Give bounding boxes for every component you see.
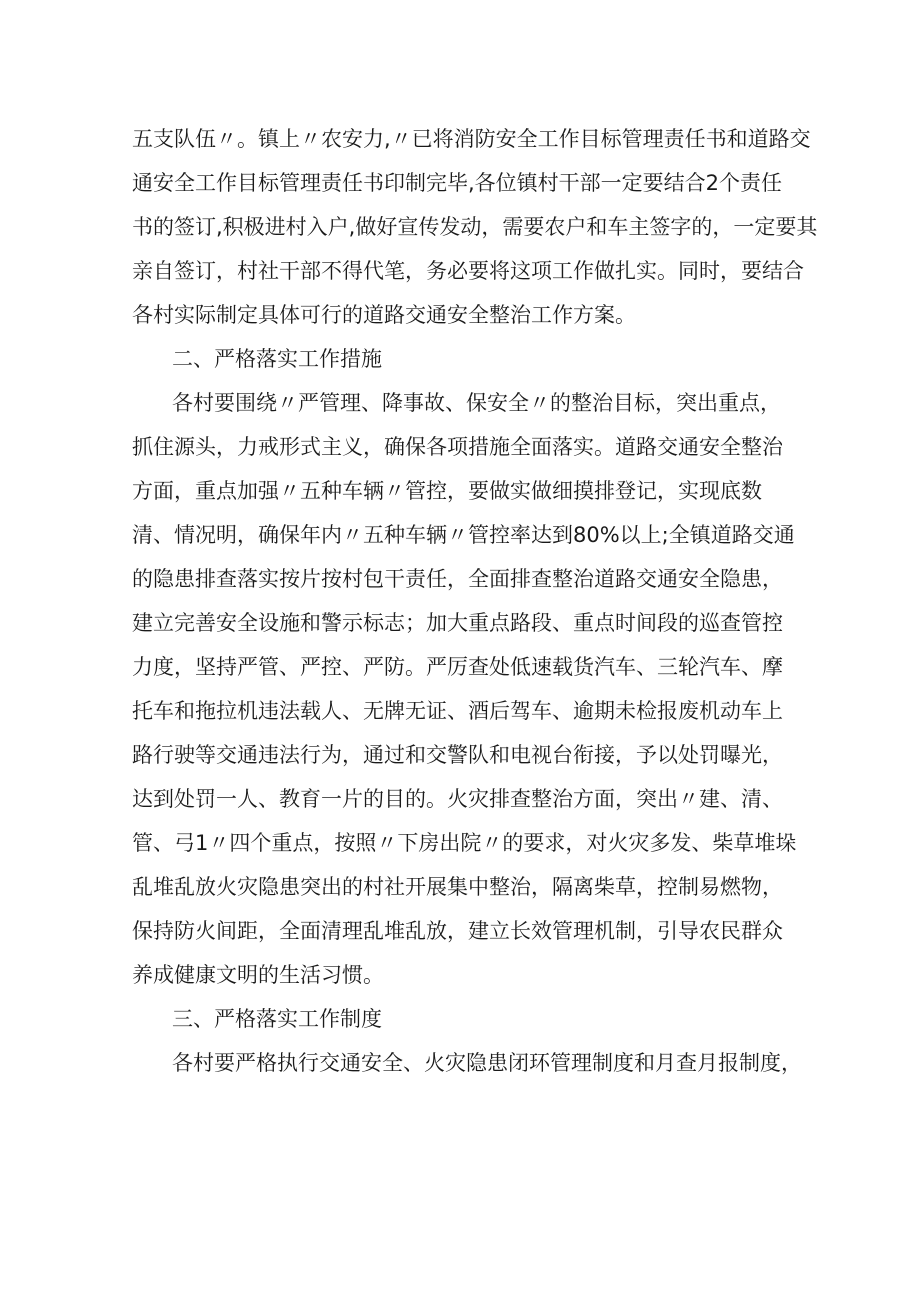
text-line: 达到处罚一人、教育一片的目的。火灾排查整治方面，突出〃建、清、	[132, 787, 783, 811]
document-body	[132, 117, 818, 1085]
text-line: 各村实际制定具体可行的道路交通安全整治工作方案。	[132, 303, 636, 327]
section-heading-system: 三、严格落实工作制度	[172, 1007, 382, 1031]
text-line: 养成健康文明的生活习惯。	[132, 963, 384, 987]
text-line: 乱堆乱放火灾隐患突出的村社开展集中整治，隔离柴草，控制易燃物，	[132, 875, 783, 899]
text-line: 抓住源头，力戒形式主义，确保各项措施全面落实。道路交通安全整治	[132, 435, 783, 459]
text-line: 保持防火间距，全面清理乱堆乱放，建立长效管理机制，引导农民群众	[132, 919, 783, 943]
text-line: 通安全工作目标管理责任书印制完毕,各位镇村干部一定要结合2个责任	[132, 171, 783, 195]
text-line: 管、弓1〃四个重点，按照〃下房出院〃的要求，对火灾多发、柴草堆垛	[132, 831, 797, 855]
text-line: 亲自签订，村社干部不得代笔，务必要将这项工作做扎实。同时，要结合	[132, 259, 804, 283]
text-line: 清、情况明，确保年内〃五种车辆〃管控率达到80%以上;全镇道路交通	[132, 523, 795, 547]
text-line: 书的签订,积极进村入户,做好宣传发动，需要农户和车主签字的，一定要其	[132, 215, 818, 239]
text-line: 路行驶等交通违法行为，通过和交警队和电视台衔接，予以处罚曝光，	[132, 743, 783, 767]
text-line: 建立完善安全设施和警示标志；加大重点路段、重点时间段的巡查管控	[132, 611, 783, 635]
text-line: 力度，坚持严管、严控、严防。严厉查处低速载货汽车、三轮汽车、摩	[132, 655, 783, 679]
text-line: 的隐患排查落实按片按村包干责任，全面排查整治道路交通安全隐患，	[132, 567, 783, 591]
text-line: 托车和拖拉机违法载人、无牌无证、酒后驾车、逾期未检报废机动车上	[132, 699, 783, 723]
paragraph-first-line: 各村要严格执行交通安全、火灾隐患闭环管理制度和月查月报制度，	[172, 1051, 802, 1075]
text-line: 方面，重点加强〃五种车辆〃管控，要做实做细摸排登记，实现底数	[132, 479, 762, 503]
paragraph-first-line: 各村要围绕〃严管理、降事故、保安全〃的整治目标，突出重点，	[172, 391, 781, 415]
section-heading-measures: 二、严格落实工作措施	[172, 347, 382, 371]
text-line: 五支队伍〃。镇上〃农安力,〃已将消防安全工作目标管理责任书和道路交	[132, 127, 811, 151]
